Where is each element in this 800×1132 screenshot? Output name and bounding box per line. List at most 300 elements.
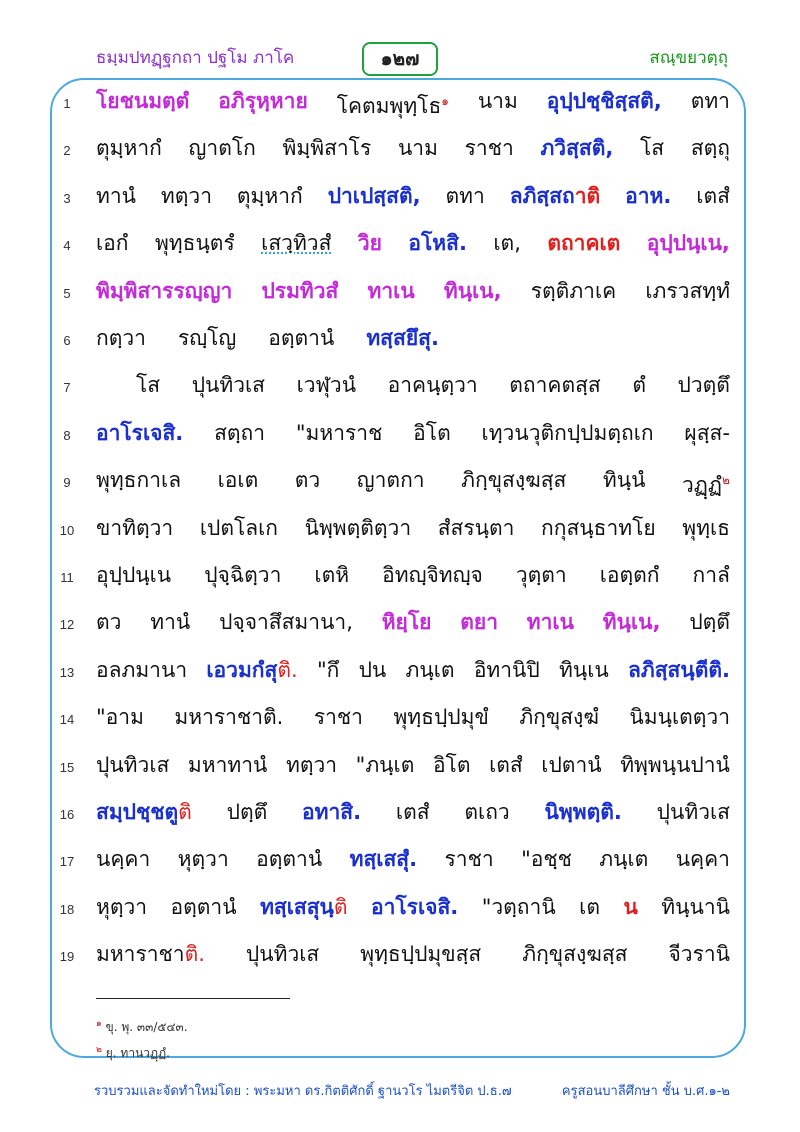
word-group [603,465,646,500]
word-group [541,513,656,543]
footer-course: ครูสอนบาลีศึกษา ชั้น บ.ศ.๑-๒ [561,1084,730,1099]
word: หุตฺวา [96,894,148,919]
word-group [445,844,494,874]
word: สตฺถา [214,420,266,445]
word: ทิพฺพนฺนปานํ [620,752,730,777]
word-group [337,86,449,121]
word-group [150,607,190,637]
word-group [350,844,417,874]
text-line [0,603,800,645]
word: โยชนมตฺตํ [96,89,190,113]
word-group [96,797,192,827]
text-line [0,793,800,835]
word-group [206,655,297,685]
word: เต [579,894,600,919]
word: ปุจฺฉิตฺวา [204,563,282,587]
word: ทาเน [367,278,415,303]
word-group [657,797,730,827]
text-line [0,224,800,266]
word: พิมฺพิสาโร [282,136,372,161]
text-line [0,414,800,456]
line-text [96,465,730,500]
word-group [302,797,361,827]
word: สมฺปชฺชตู [96,800,179,824]
word: พุทฺธปฺปมุขสฺส [360,942,482,967]
word-group [237,181,303,211]
word: เตสํ [696,183,730,208]
word: ปุนทิวเส [656,800,730,824]
line-number: 16 [59,807,75,822]
word: เปตานํ [541,752,602,777]
word-group [218,86,308,121]
word-group [629,702,730,732]
word: พุทฺธนฺตรํ [154,231,235,256]
word-group [474,655,540,685]
word-group [632,370,646,400]
word: ตถาคตสฺส [509,373,601,398]
word-group [96,702,144,732]
word-group [359,655,387,685]
word: ปุนทิวเส [191,373,266,398]
word: ติ. [184,942,205,967]
word: อิโต [413,420,451,445]
word: ปตฺตึ [689,610,730,635]
word-group [519,702,599,732]
text-line [0,698,800,740]
text-line [0,461,800,503]
word: อโหสิ. [408,231,467,256]
word: ทินฺนํ [602,468,646,493]
word-group [620,750,730,780]
word-group [218,465,259,500]
word: ตํ [632,373,646,398]
word: รญฺโญ [177,326,237,350]
word-group [155,228,235,258]
word-group [261,276,338,306]
word-group [261,228,331,258]
word: ภนฺเต [405,657,455,682]
word: ทสฺเสสุํ. [349,847,418,872]
word: หุตฺวา [177,847,229,872]
word-group [188,750,267,780]
word: ทสฺสยึสุ. [366,326,439,350]
word-group [204,560,281,590]
word: ปุนทิวเส [96,752,170,777]
word-group [547,86,662,121]
word-group [684,418,730,448]
word-group [174,702,283,732]
word-group [297,370,356,400]
word-group [559,655,609,685]
word: ทตฺวา [160,183,212,208]
word: "กึ [316,657,340,682]
word: ภิกฺขุสงฺฆสฺส [522,942,628,967]
line-number: 14 [59,712,75,728]
word: อาห. [625,183,672,208]
word: "ภนฺเต [355,752,415,777]
line-number: 17 [59,854,75,870]
line-number: 10 [59,522,75,538]
word: จีวรานิ [668,942,730,967]
word-group [227,797,268,827]
word: โส [136,373,161,398]
word-group [260,892,347,922]
word: เภรวสทฺทํ [645,278,730,303]
word: ทานํ [150,610,191,635]
word: อตฺตานํ [268,326,335,350]
word: วุตฺตา [515,563,567,587]
line-text [96,133,730,163]
word-group [171,892,237,922]
word-group [682,513,730,543]
word-group [600,560,660,590]
line-text [96,86,730,121]
word-group [493,228,521,258]
word-group [96,513,173,543]
footnote-2: $^๒$ ยุ. ทานวฏฺฏํ. [96,1045,170,1060]
line-number: 9 [63,475,71,491]
line-text [96,276,730,306]
line-text [136,370,730,400]
word: "อชฺช [521,847,572,872]
word-group [408,228,467,258]
word: อุปฺปชฺชิสฺสติ, [546,89,662,113]
word-group [256,844,322,874]
line-number: 18 [59,901,75,917]
word: วิย [357,231,382,256]
word-group [691,133,730,163]
word: ตุมฺหากํ [96,136,162,161]
word-group [460,607,498,637]
word-group [96,133,162,163]
word-group [371,892,458,922]
word: ภวิสฺสติ, [540,136,614,161]
text-line [0,651,800,693]
line-text [96,607,730,637]
line-number: 15 [59,759,75,775]
line-text [96,655,730,685]
word-group [328,181,421,211]
text-line [0,888,800,930]
line-text [96,323,730,353]
word: เอวมกํสุ [206,657,278,682]
word: เต, [493,231,521,256]
word-group [366,323,455,353]
word: ทานํ [96,183,136,208]
word: สตฺถุ [690,136,730,161]
word: "มหาราช [295,420,383,445]
word-group [478,86,518,121]
word: อตฺตานํ [170,894,237,919]
word-group [96,607,121,637]
word: พิมฺพิสารรญฺญา [96,278,233,303]
line-number: 8 [63,427,71,443]
word-group [640,133,664,163]
word-group [691,86,730,121]
word: สํสรนฺตา [437,515,515,540]
word-group [682,465,730,500]
word-group [96,750,169,780]
word: อาคนฺตฺวา [387,373,478,398]
line-number: 6 [63,333,71,348]
word: าติ [574,183,601,208]
text-line [0,935,800,977]
page-footer [94,1080,730,1101]
word-group [603,607,661,637]
word-group [696,181,730,211]
line-number: 11 [60,570,74,585]
text-line [0,129,800,171]
line-number: 19 [59,949,75,965]
word: ภิกฺขุสงฺฆสฺส [461,468,567,493]
word: ภนฺเต [599,847,649,872]
word: ทินฺเน, [602,610,661,635]
word-group [96,939,205,969]
word: อิทญฺจิทญฺจ [382,563,483,587]
word: น [623,894,638,919]
word-group [545,797,622,827]
text-line [0,82,800,124]
line-number: 3 [63,190,71,206]
word-group [96,276,232,306]
word: พุทฺเธ [682,515,730,540]
word-group [446,181,485,211]
word: เอตฺตกํ [599,563,660,587]
word: พุทฺธกาเล [96,468,182,493]
word: เตหิ [314,563,350,587]
word: กกุสนฺธาทโย [541,515,656,540]
word-group [678,370,730,400]
line-text [96,181,730,211]
word-group [161,181,212,211]
word: เทฺวนวุติกปฺปมตฺถเก [481,420,654,445]
word-group [647,228,730,258]
word-group [396,797,430,827]
word: ราชา [313,705,363,730]
word-group [521,844,572,874]
word: ราชา [464,136,514,161]
word: ทสฺเสสุนฺ [260,894,334,919]
word: เสวฺทิวสํ [261,231,332,256]
word: ตทา [690,89,730,113]
word-group [356,750,415,780]
word-group [413,418,451,448]
word: ปตฺตึ [226,800,268,824]
line-number: 4 [63,238,71,254]
word-group [368,276,415,306]
word-group [219,607,353,637]
word: ผุสฺส- [684,420,730,445]
word: ตุมฺหากํ [236,183,303,208]
word: ปรมทิวสํ [261,278,339,303]
line-text [96,892,730,922]
word-group [438,513,515,543]
line-number: 5 [63,285,71,301]
word-group [628,655,730,685]
word: ติ [178,800,192,824]
word: มหาทานํ [187,752,268,777]
word-group [668,939,730,969]
word-group [444,276,502,306]
word: อุปฺปนฺเน [96,563,172,587]
word: มหาราชา [96,942,185,967]
word-group [136,370,160,400]
word-group [295,465,320,500]
line-number: 2 [63,143,71,159]
word-group [296,418,382,448]
word: ญาตโก [188,136,256,161]
word: พุทฺธปฺปมุขํ [393,705,489,730]
footnote-divider [96,998,290,999]
word: เอกํ [96,231,129,256]
word-group [357,465,425,500]
line-number: 7 [63,380,71,396]
word-group [192,370,265,400]
word: โคตมพุทฺโธ [336,94,442,118]
word-group [96,655,187,685]
word-group [268,323,350,353]
word: นิมนฺเตตฺวา [629,705,730,730]
text-line [0,509,800,551]
word: วฏฺฏํ [682,473,723,498]
word-group [305,513,412,543]
word: รตฺติภาเค [530,278,617,303]
word: ตยา [460,610,498,635]
word: อาโรเจสิ. [371,894,459,919]
header-story-title: สณฺขยวตฺถุ [649,48,728,68]
word-group [286,750,337,780]
word-group [388,370,478,400]
word-group [461,465,566,500]
word-group [510,181,601,211]
text-line [0,556,800,598]
word-group [541,750,601,780]
word: ลภิสฺสนฺตีติ. [628,657,730,682]
word: เอเต [217,468,259,493]
line-text [96,702,730,732]
word-group [178,844,229,874]
word-group [676,844,730,874]
word: ทินฺเน [559,657,609,682]
text-line [0,272,800,314]
text-line [0,366,800,408]
line-text [96,939,730,969]
word: ปาเปสฺสติ, [327,183,421,208]
text-line [0,840,800,882]
word-group [96,844,150,874]
word: ปจฺจาสึสมานา, [219,610,353,635]
word-group [579,892,600,922]
line-text [96,797,730,827]
word: กาลํ [692,563,730,587]
word-group [522,939,627,969]
word: "อาม [96,705,144,730]
word-group [693,560,730,590]
footnote-marker: ๑ [441,94,449,108]
word: อิโต [432,752,471,777]
word: เวฬุวนํ [296,373,357,398]
word: "วตฺถานิ [481,894,556,919]
word-group [382,607,432,637]
word-group [96,323,162,353]
line-text [96,228,730,258]
word: ปุนทิวเส [245,942,320,967]
word-group [509,370,600,400]
word: ลภิสฺสถ [509,183,575,208]
word-group [516,560,567,590]
word: นคฺคา [675,847,730,872]
word-group [393,702,488,732]
word: ตทา [445,183,485,208]
word: ทินฺเน, [443,278,502,303]
word: ญาตกา [356,468,425,493]
word: ขาทิตฺวา [96,515,174,540]
word-group [547,228,620,258]
word: เตสํ [395,800,430,824]
text-line [0,177,800,219]
word: ทตฺวา [285,752,338,777]
word-group [214,418,265,448]
word-group [96,892,147,922]
word: อลภมานา [96,657,188,682]
word-group [625,181,671,211]
word: ภิกฺขุสงฺฆํ [519,705,599,730]
footnote-1: $^๑$ ขุ. พุ. ๓๓/๕๔๓. [96,1019,188,1034]
text-line [0,746,800,788]
word-group [540,133,613,163]
page-number-box: ๑๒๗ [362,42,438,76]
word: ตเถว [464,800,510,824]
footer-compiler: รวบรวมและจัดทำใหม่โดย : พระมหา ดร.กิตติศักดิ์ ฐานวโร ไมตรีจิต ป.ธ.๗ [94,1084,512,1099]
word-group [433,750,471,780]
word: โส [640,136,665,161]
word: นิพฺพตฺติตฺวา [304,515,412,540]
line-text [96,418,730,448]
word: อาโรเจสิ. [96,420,184,445]
word-group [482,892,556,922]
word: ทาเน [526,610,574,635]
word: ราชา [444,847,494,872]
word: เตสํ [489,752,523,777]
word-group [382,560,483,590]
word: ตว [294,468,321,493]
word-group [96,228,129,258]
word-group [178,323,252,353]
word: ติ [333,894,348,919]
word-group [464,797,509,827]
word-group [246,939,319,969]
word: นคฺคา [96,847,151,872]
word-group [623,892,637,922]
word-group [661,892,730,922]
word-group [482,418,654,448]
word-group [317,655,339,685]
word-group [531,276,616,306]
line-number: 12 [59,617,75,633]
word-group [200,513,278,543]
word-group [96,418,183,448]
word-group [96,560,171,590]
line-text [96,844,730,874]
word-group [283,133,372,163]
word-group [358,228,382,258]
text-line [0,319,800,361]
word: ติ. [277,657,298,682]
word: กตฺวา [96,326,146,350]
word-group [599,844,648,874]
header-book-title: ธมฺมปทฏฺฐกถา ปฐโม ภาโค [96,48,295,68]
word: นาม [477,89,518,113]
